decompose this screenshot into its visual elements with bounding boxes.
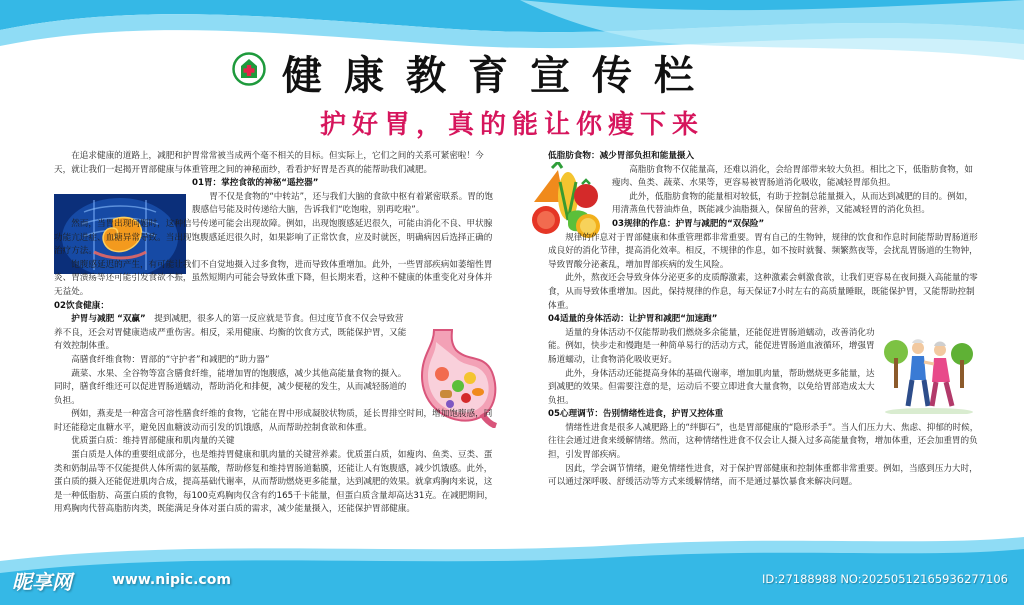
section-4-paragraph-1: 适量的身体活动不仅能帮助我们燃烧多余能量，还能促进胃肠道蠕动，改善消化功能。例如，快步走和慢跑是一种简单易行的活动方式，能促进胃肠道血液循环，增强胃肠道蠕动，让食物消化吸收更好。 [548, 327, 875, 365]
fiber-paragraph-2: 例如，燕麦是一种富含可溶性膳食纤维的食物，它能在胃中形成凝胶状物质，延长胃排空时间，增加饱腹感，同时还能稳定血糖水平，避免因血糖波动而引发的饥饿感，从而帮助控制食欲和体重。 [54, 409, 493, 433]
lowfat-heading: 低脂肪食物：减少胃部负担和能量摄入 [548, 151, 695, 161]
page-subtitle: 护好胃，真的能让你瘦下来 [319, 110, 704, 140]
section-3-paragraph-2: 此外，熬夜还会导致身体分泌更多的皮质醇激素，这种激素会刺激食欲，让我们更容易在夜间摄入高能量的零食，从而导致体重增加。因此，保持规律的作息，每天保证7小时左右的高质量睡眠，既能保护胃，又能帮助控制体重。 [548, 273, 978, 311]
lowfat-paragraph-1: 高脂肪食物不仅能量高，还难以消化，会给胃部带来较大负担。相比之下，低脂肪食物，如瘦肉、鱼类、蔬菜、水果等，更容易被胃肠道消化吸收，能减轻胃部负担。 [612, 164, 973, 189]
protein-heading: 优质蛋白质：维持胃部健康和肌肉量的关键 [71, 436, 235, 447]
section-2-heading: 02饮食健康： [54, 300, 109, 311]
section-5-paragraph-2: 因此，学会调节情绪，避免情绪性进食，对于保护胃部健康和控制体重都非常重要。例如，当感到压力大时，可以通过深呼吸、舒缓活动等方式来缓解情绪，而不是通过暴饮暴食来解决问题。 [548, 463, 978, 488]
section-4-heading: 04适量的身体活动：让护胃和减肥“加速跑” [548, 314, 718, 325]
lowfat-paragraph-2: 此外，低脂肪食物的能量相对较低，有助于控制总能量摄入，从而达到减肥的目的。例如，用清蒸鱼代替油炸鱼，既能减少油脂摄入，保留鱼的营养，又能减轻胃的消化负担。 [612, 191, 973, 216]
section-3-heading: 03规律的作息：护胃与减肥的“双保险” [612, 218, 765, 229]
health-cross-logo-icon [232, 52, 266, 86]
bottom-wave-decoration [0, 535, 1024, 605]
right-article-column [548, 150, 980, 490]
fiber-paragraph: 蔬菜、水果、全谷物等富含膳食纤维，能增加胃的饱腹感，减少其他高能量食物的摄入。同时，膳食纤维还可以促进胃肠道蠕动，帮助消化和排便，减少便秘的发生，从而减轻肠道的负担。 [54, 368, 407, 406]
watermark-logo: 昵享网 [12, 570, 72, 594]
section-2-paragraph: 提到减肥，很多人的第一反应就是节食。但过度节食不仅会导致营养不良，还会对胃健康造成严重伤害。相反，采用健康、均衡的饮食方式，既能保护胃，又能有效控制体重。 [54, 314, 407, 352]
section-4-paragraph-2: 此外，身体活动还能提高身体的基础代谢率，增加肌肉量，帮助燃烧更多能量，达到减肥的效果。但需要注意的是，运动后不要立即进食大量食物，以免给胃部造成太大负担。 [548, 368, 875, 406]
section-1-paragraph-2: 然而，当胃出现问题时，这种信号传递可能会出现故障。例如，出现饱腹感延迟很久，可能由消化不良、甲状腺功能亢进症、血糖异常导致。当出现饱腹感延迟很久时，如果影响了正常饮食，应及时就医，明确病因后选择正确的治疗方法。 [54, 218, 493, 257]
image-id-label: ID:27188988 NO:20250512165936277106 [762, 572, 1008, 586]
protein-paragraph: 蛋白质是人体的重要组成部分，也是维持胃健康和肌肉量的关键营养素。优质蛋白质，如瘦肉、鱼类、豆类、蛋类和奶制品等不仅能提供人体所需的氨基酸，帮助修复和维持胃肠道黏膜，还能让人有饱腹感，减少饥饿感。此外，蛋白质的摄入还能促进肌肉合成，提高基础代谢率，从而帮助燃烧更多能量，达到减肥的效果。就拿鸡胸肉来说，这是一种低脂肪、高蛋白质的食物，每100克鸡胸肉仅含有约165千卡能量，但蛋白质含量却高达31克。在减肥期间，用鸡胸肉代替高脂肪肉类，既能满足身体对蛋白质的需求，减少能量摄入，还能保护胃部健康。 [54, 450, 494, 515]
section-1-heading: 01胃：掌控食欲的神秘“遥控器” [192, 178, 319, 189]
left-article-column [54, 150, 500, 517]
page-title: 健康教育宣传栏 [282, 52, 716, 99]
section-1-paragraph-3: 饱腹感延迟的产生，有可能让我们不自觉地摄入过多食物，进而导致体重增加。此外，一些胃部疾病如萎缩性胃炎、胃溃疡等还可能引发食欲不振，虽然短期内可能会导致体重下降，但长期来看，这种不健康的体重变化对身体并无益处。 [54, 259, 493, 297]
intro-paragraph: 在追求健康的道路上，减肥和护胃常常被当成两个毫不相关的目标。但实际上，它们之间的关系可紧密啦！今天，就让我们一起揭开胃部健康与体重管理之间的神秘面纱，看看护好胃是否真的能帮助我们减肥。 [54, 151, 484, 175]
section-2-lead: 护胃与减肥 “双赢” [71, 314, 146, 325]
watermark-url: www.nipic.com [112, 572, 231, 588]
section-3-paragraph-1: 规律的作息对于胃部健康和体重管理都非常重要。胃有自己的生物钟，规律的饮食和作息时间能帮助胃肠道形成良好的消化节律，提高消化效率。相反，不规律的作息，如不按时就餐、频繁熬夜等，会扰乱胃肠道的生物钟，导致胃酸分泌紊乱，增加胃部疾病的发生风险。 [548, 232, 978, 270]
section-5-paragraph-1: 情绪性进食是很多人减肥路上的“绊脚石”，也是胃部健康的“隐形杀手”。当人们压力大、焦虑、抑郁的时候，往往会通过进食来缓解情绪。然而，这种情绪性进食不仅会让人摄入过多高能量食物，增加体重，还会加重胃的负担，引发胃部疾病。 [548, 422, 979, 461]
section-5-heading: 05心理调节：告别情绪性进食，护胃又控体重 [548, 409, 724, 420]
section-1-paragraph-1: 胃不仅是食物的“中转站”，还与我们大脑的食欲中枢有着紧密联系。胃的饱腹感信号能及时传递给大脑，告诉我们“吃饱啦，别再吃啦”。 [192, 191, 494, 216]
fiber-heading: 高膳食纤维食物：胃部的“守护者”和减肥的“助力器” [71, 354, 270, 365]
